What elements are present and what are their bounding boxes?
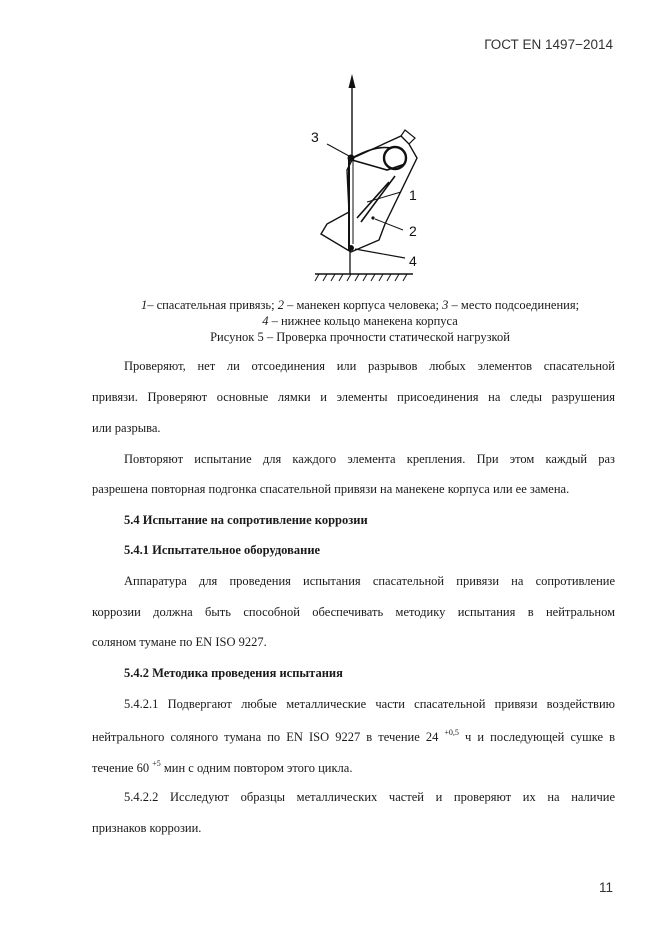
leader-4 xyxy=(355,249,405,258)
label-2: 2 xyxy=(409,223,417,239)
tolerance-superscript: +5 xyxy=(152,759,161,768)
paragraph-line: привязи. Проверяют основные лямки и элементы присоединения на следы разрушения xyxy=(92,390,615,404)
paragraph-line: или разрыва. xyxy=(92,421,161,435)
paragraph-line: коррозии должна быть способной обеспечивать методику испытания в нейтральном xyxy=(92,605,615,619)
tolerance-superscript: +0,5 xyxy=(444,728,459,737)
section-heading-5-4-1: 5.4.1 Испытательное оборудование xyxy=(124,543,321,557)
section-heading-5-4-2: 5.4.2 Методика проведения испытания xyxy=(124,666,343,680)
dummy-neck xyxy=(401,130,415,144)
paragraph-line: Повторяют испытание для каждого элемента крепления. При этом каждый раз xyxy=(124,452,615,466)
document-header: ГОСТ EN 1497−2014 xyxy=(484,37,613,52)
paragraph-line-with-superscript: нейтрального соляного тумана по EN ISO 9227 в течение 24 $^{+0,5}$ ч и последующей сушке в xyxy=(92,728,615,744)
harness-strap xyxy=(352,147,405,222)
leader-3 xyxy=(327,144,349,156)
lower-ring xyxy=(348,245,354,251)
paragraph-line: Аппаратура для проведения испытания спасательной привязи на сопротивление xyxy=(124,574,615,588)
section-heading-5-4: 5.4 Испытание на сопротивление коррозии xyxy=(124,513,368,527)
paragraph-line: соляном тумане по EN ISO 9227. xyxy=(92,635,267,649)
label-3: 3 xyxy=(311,129,319,145)
paragraph-line: Проверяют, нет ли отсоединения или разрывов любых элементов спасательной xyxy=(124,359,615,373)
label-4: 4 xyxy=(409,253,417,269)
figure-legend-line-2: 4 – нижнее кольцо манекена корпуса xyxy=(262,314,458,328)
torso-dummy xyxy=(321,136,417,252)
paragraph-line: 5.4.2.1 Подвергают любые металлические части спасательной привязи воздействию xyxy=(124,697,615,711)
shoulder-roll xyxy=(384,147,406,169)
force-arrow-head xyxy=(349,74,356,88)
label-1: 1 xyxy=(409,187,417,203)
paragraph-line: разрешена повторная подгонка спасательной привязи на манекене корпуса или ее замена. xyxy=(92,482,570,496)
paragraph-line-with-superscript: течение 60 $^{+5}$ мин с одним повтором этого цикла. xyxy=(92,759,353,775)
paragraph-line: признаков коррозии. xyxy=(92,821,202,835)
figure-legend-line-1: 1– спасательная привязь; 2 – манекен корпуса человека; 3 – место подсоединения; xyxy=(140,298,580,312)
figure-static-load-diagram xyxy=(305,72,425,284)
figure-caption-title: Рисунок 5 – Проверка прочности статической нагрузкой xyxy=(210,330,510,344)
paragraph-line: 5.4.2.2 Исследуют образцы металлических частей и проверяют их на наличие xyxy=(124,790,615,804)
page-number: 11 xyxy=(598,880,613,895)
ground-hatch xyxy=(315,274,407,281)
leader-2 xyxy=(375,219,403,230)
